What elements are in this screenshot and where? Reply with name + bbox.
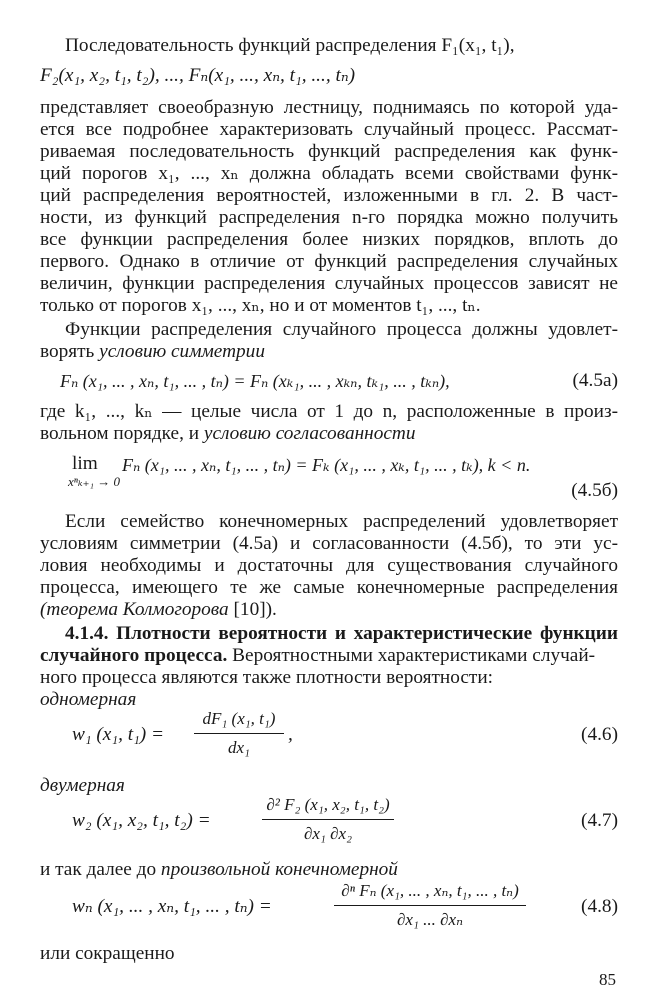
fraction-denominator: ∂x₁ ∂x₂ xyxy=(304,824,352,843)
fraction-bar xyxy=(262,819,394,820)
text-span: вольном порядке, и xyxy=(40,423,204,444)
text-line: представляет своеобразную лестницу, поднимаясь по которой уда- xyxy=(40,97,618,118)
equation-4-5b: Fₙ (x₁, ... , xₙ, t₁, ... , tₙ) = Fₖ (x₁, ... , xₖ, t₁, ... , tₖ), k < n. xyxy=(122,455,531,475)
fraction-numerator: ∂² F₂ (x₁, x₂, t₁, t₂) xyxy=(266,795,390,814)
equation-4-7-lhs: w₂ (x₁, x₂, t₁, t₂) = xyxy=(72,810,211,831)
text-line: условиям симметрии (4.5а) и согласованности (4.5б), то эти ус- xyxy=(40,533,618,554)
text-line: F₂(x₁, x₂, t₁, t₂), ..., Fₙ(x₁, ..., xₙ, t₁, ..., tₙ) xyxy=(40,65,356,86)
text-line xyxy=(40,340,618,364)
text-line xyxy=(40,598,618,622)
text-line: риваемая последовательность функций распределения как функ- xyxy=(40,141,618,162)
limit-operator: lim xyxy=(72,453,98,474)
section-heading-cont: случайного процесса. xyxy=(40,645,228,666)
text-line: первого. Однако в отличие от функций распределения случайных xyxy=(40,251,618,272)
equation-number: (4.6) xyxy=(581,724,618,745)
text-line: ного процесса являются также плотности вероятности: xyxy=(40,667,494,688)
equation-4-8-lhs: wₙ (x₁, ... , xₙ, t₁, ... , tₙ) = xyxy=(72,896,272,917)
page-number: 85 xyxy=(599,970,616,989)
equation-number: (4.5а) xyxy=(572,370,618,391)
fraction-bar xyxy=(194,733,284,734)
equation-number: (4.7) xyxy=(581,810,618,831)
fraction-numerator: ∂ⁿ Fₙ (x₁, ... , xₙ, t₁, ... , tₙ) xyxy=(341,881,519,900)
section-heading: 4.1.4. Плотности вероятности и характеристические функции xyxy=(65,623,618,644)
text-line: ности, из функций распределения n-го порядка можно получить xyxy=(40,207,618,228)
text-line: Если семейство конечномерных распределений удовлетворяет xyxy=(65,511,618,532)
fraction-numerator: dF₁ (x₁, t₁) xyxy=(202,709,276,728)
text-span: Вероятностными характеристиками случай- xyxy=(227,645,596,666)
text-line: ловия необходимы и достаточны для существования случайного xyxy=(40,555,618,576)
equation-4-6-lhs: w₁ (x₁, t₁) = xyxy=(72,724,165,745)
text-line: ется все подробнее характеризовать случайный процесс. Рассмат- xyxy=(40,119,618,140)
text-line: только от порогов x₁, ..., xₙ, но и от моментов t₁, ..., tₙ. xyxy=(40,295,481,316)
punctuation: , xyxy=(288,724,293,745)
text-line: ций распределения вероятностей, изложенными в гл. 2. В част- xyxy=(40,185,618,206)
italic-term: условию согласованности xyxy=(203,423,416,444)
equation-number: (4.5б) xyxy=(571,480,618,501)
italic-term: произвольной конечномерной xyxy=(160,859,398,880)
text-line: ций порогов x₁, ..., xₙ должна обладать всеми свойствами функ- xyxy=(40,163,618,184)
italic-term: (теорема Колмогорова xyxy=(40,599,229,620)
text-line: Последовательность функций распределения F₁(x₁, t₁), xyxy=(65,35,515,56)
text-line: Функции распределения случайного процесса должны удовлет- xyxy=(65,319,618,340)
limit-subscript: xⁿₖ₊₁ → 0 xyxy=(68,474,120,489)
fraction-bar xyxy=(334,905,526,906)
text-span: [10]). xyxy=(228,599,277,620)
text-line: величин, функции распределения случайных процессов зависят не xyxy=(40,273,618,294)
text-line: все функции распределения более низких порядков, вплоть до xyxy=(40,229,618,250)
text-span: ворять xyxy=(40,341,100,362)
text-line xyxy=(40,644,618,668)
fraction-denominator: dx₁ xyxy=(228,738,250,757)
fraction-denominator: ∂x₁ ... ∂xₙ xyxy=(397,910,463,929)
text-line: двумерная xyxy=(40,775,125,796)
text-line: где k₁, ..., kₙ — целые числа от 1 до n, расположенные в произ- xyxy=(40,401,618,422)
text-line: процесса, имеющего те же самые конечномерные распределения xyxy=(40,577,618,598)
text-line: или сокращенно xyxy=(40,943,175,964)
text-line xyxy=(40,858,618,882)
equation-4-5a-body: Fₙ (x₁, ... , xₙ, t₁, ... , tₙ) = Fₙ (xₖ₁, ... , xₖₙ, tₖ₁, ... , tₖₙ), xyxy=(60,371,450,391)
italic-term: условию симметрии xyxy=(99,341,265,362)
equation-number: (4.8) xyxy=(581,896,618,917)
text-span: и так далее до xyxy=(40,859,161,880)
text-line: одномерная xyxy=(40,689,137,710)
text-line xyxy=(40,422,618,446)
